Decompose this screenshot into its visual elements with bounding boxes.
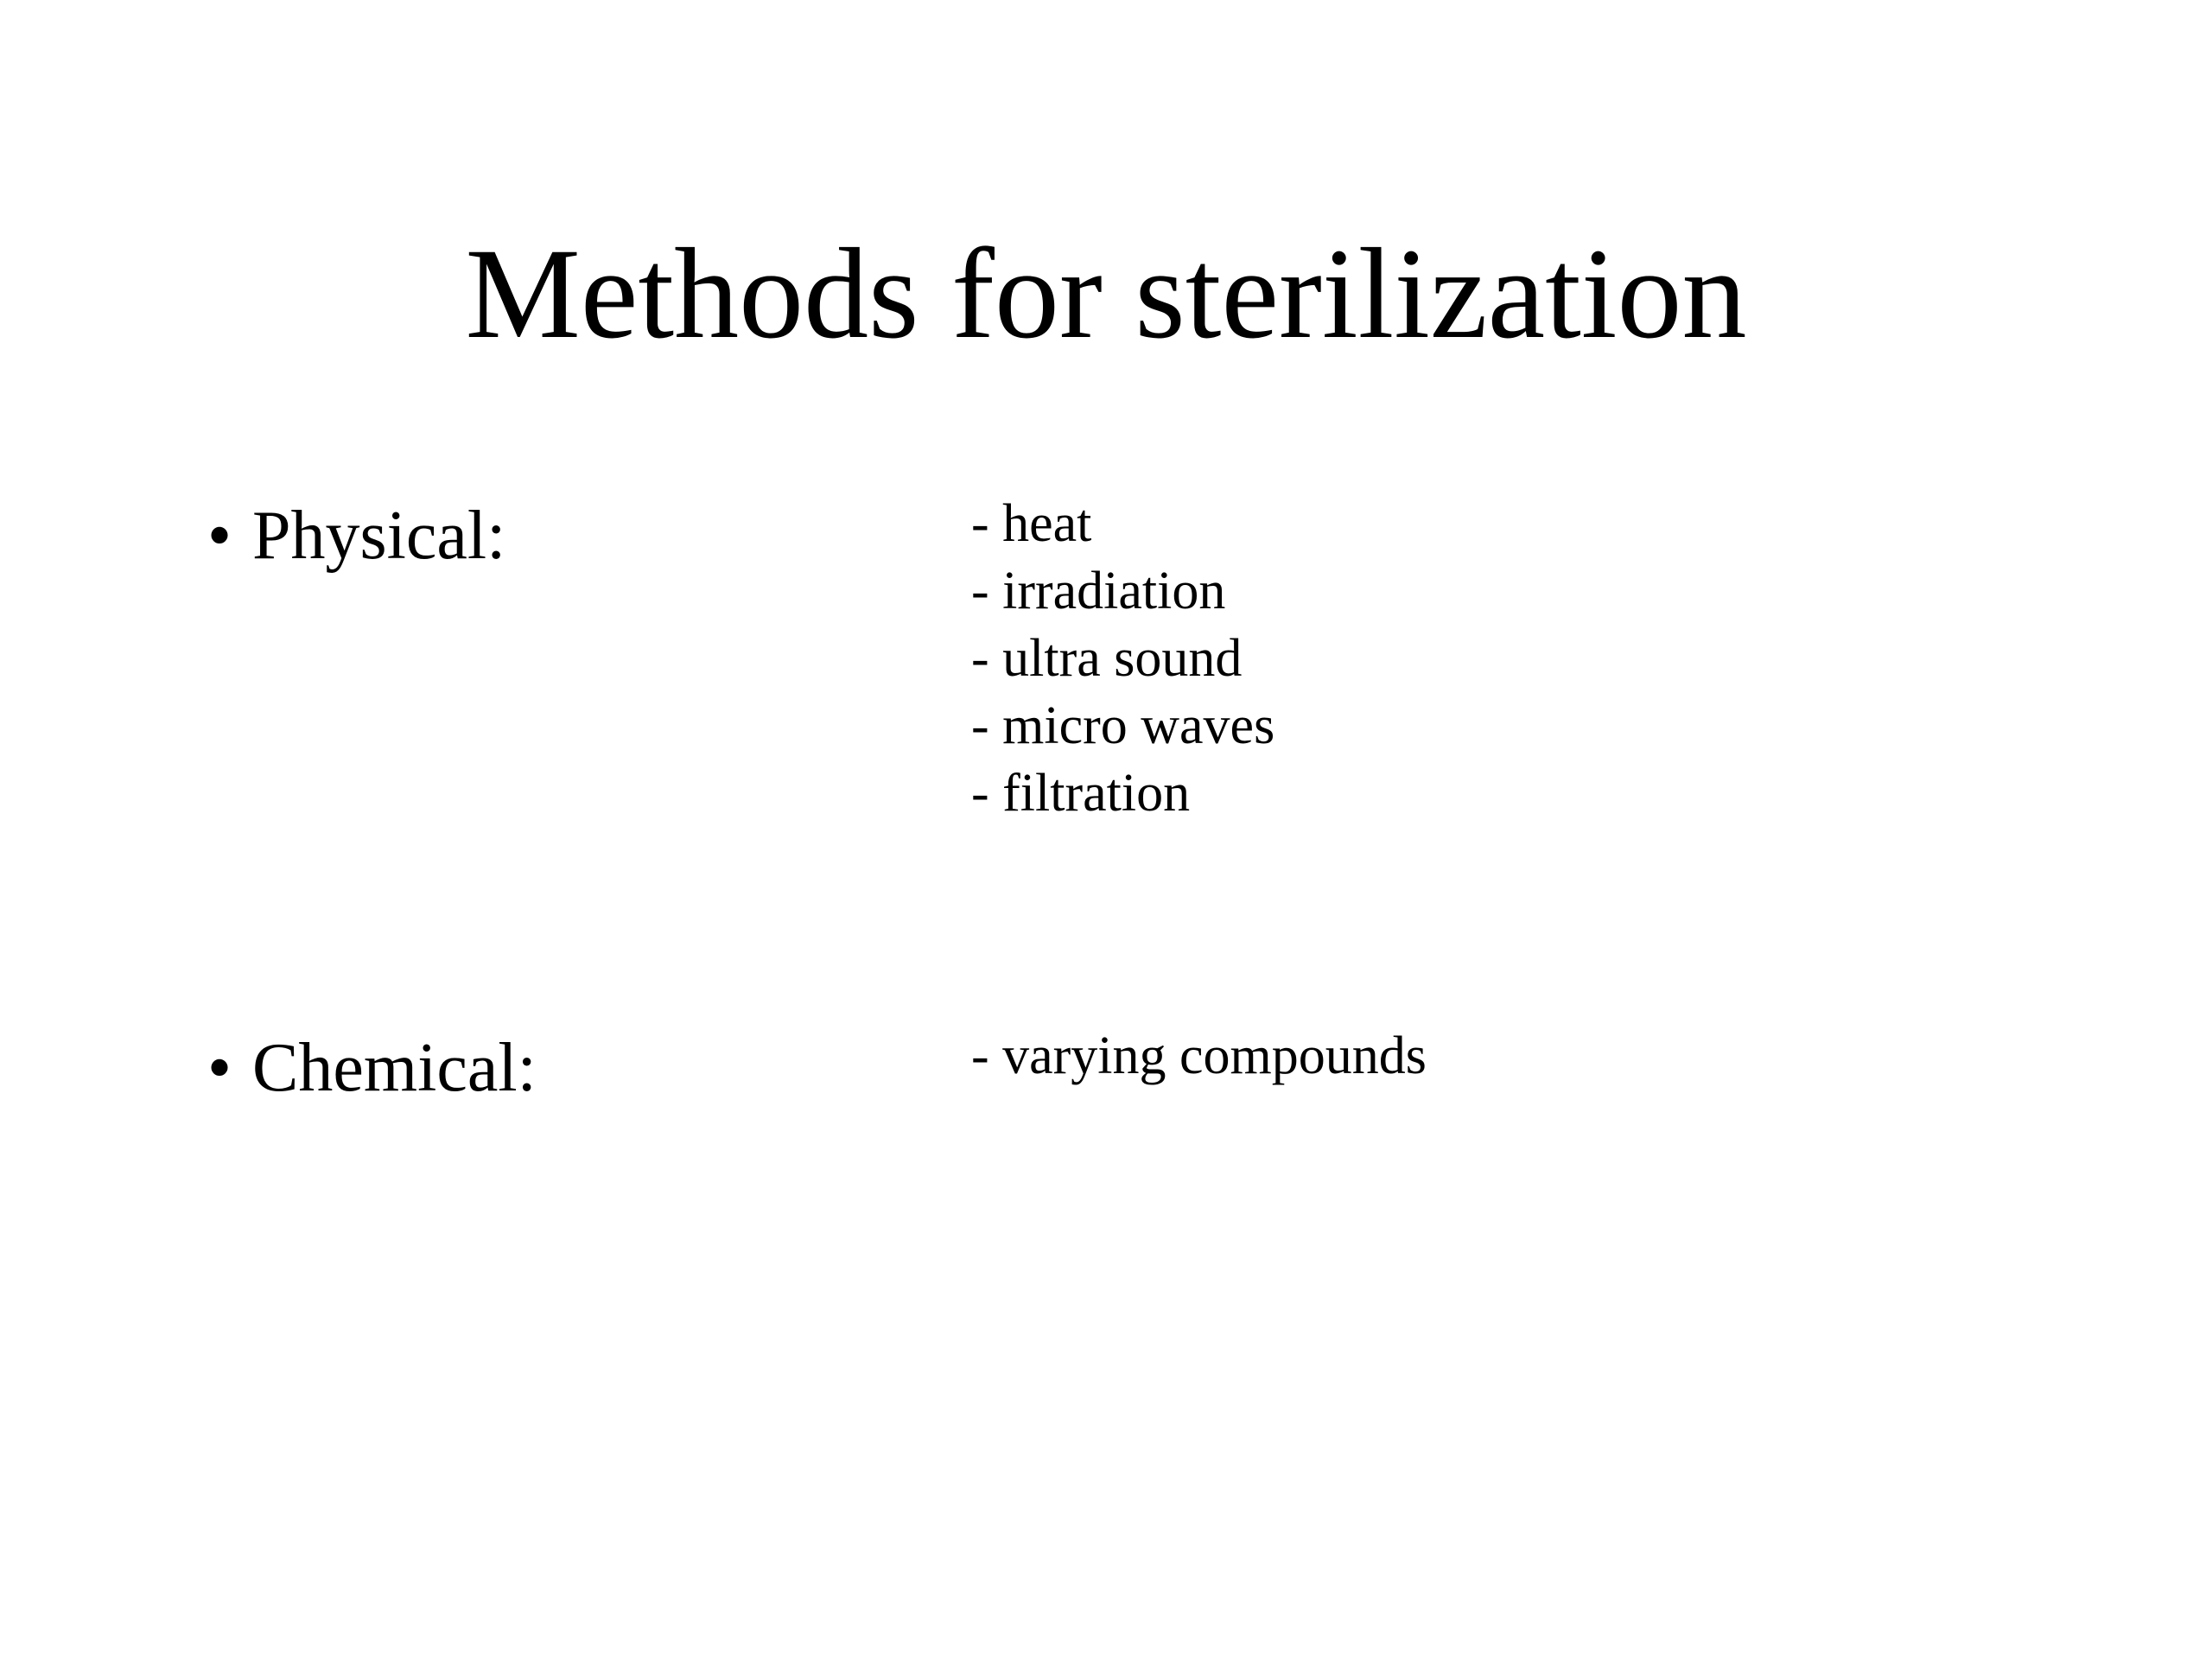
bullet-dot: • <box>207 1030 232 1106</box>
list-item: - varying compounds <box>971 1027 1427 1085</box>
list-item: - irradiation <box>971 562 1226 620</box>
chemical-methods-list <box>971 1022 1427 1090</box>
physical-methods-list <box>971 490 1274 827</box>
bullet-physical <box>207 494 505 577</box>
list-item: - heat <box>971 494 1092 553</box>
bullet-dot: • <box>207 498 232 574</box>
list-item: - ultra sound <box>971 629 1243 688</box>
slide-title: Methods for sterilization <box>465 222 1747 365</box>
list-item: - micro waves <box>971 696 1275 755</box>
bullet-chemical <box>207 1027 537 1109</box>
bullet-label-physical: Physical: <box>252 498 506 574</box>
bullet-label-chemical: Chemical: <box>252 1030 537 1106</box>
list-item: - filtration <box>971 764 1191 823</box>
